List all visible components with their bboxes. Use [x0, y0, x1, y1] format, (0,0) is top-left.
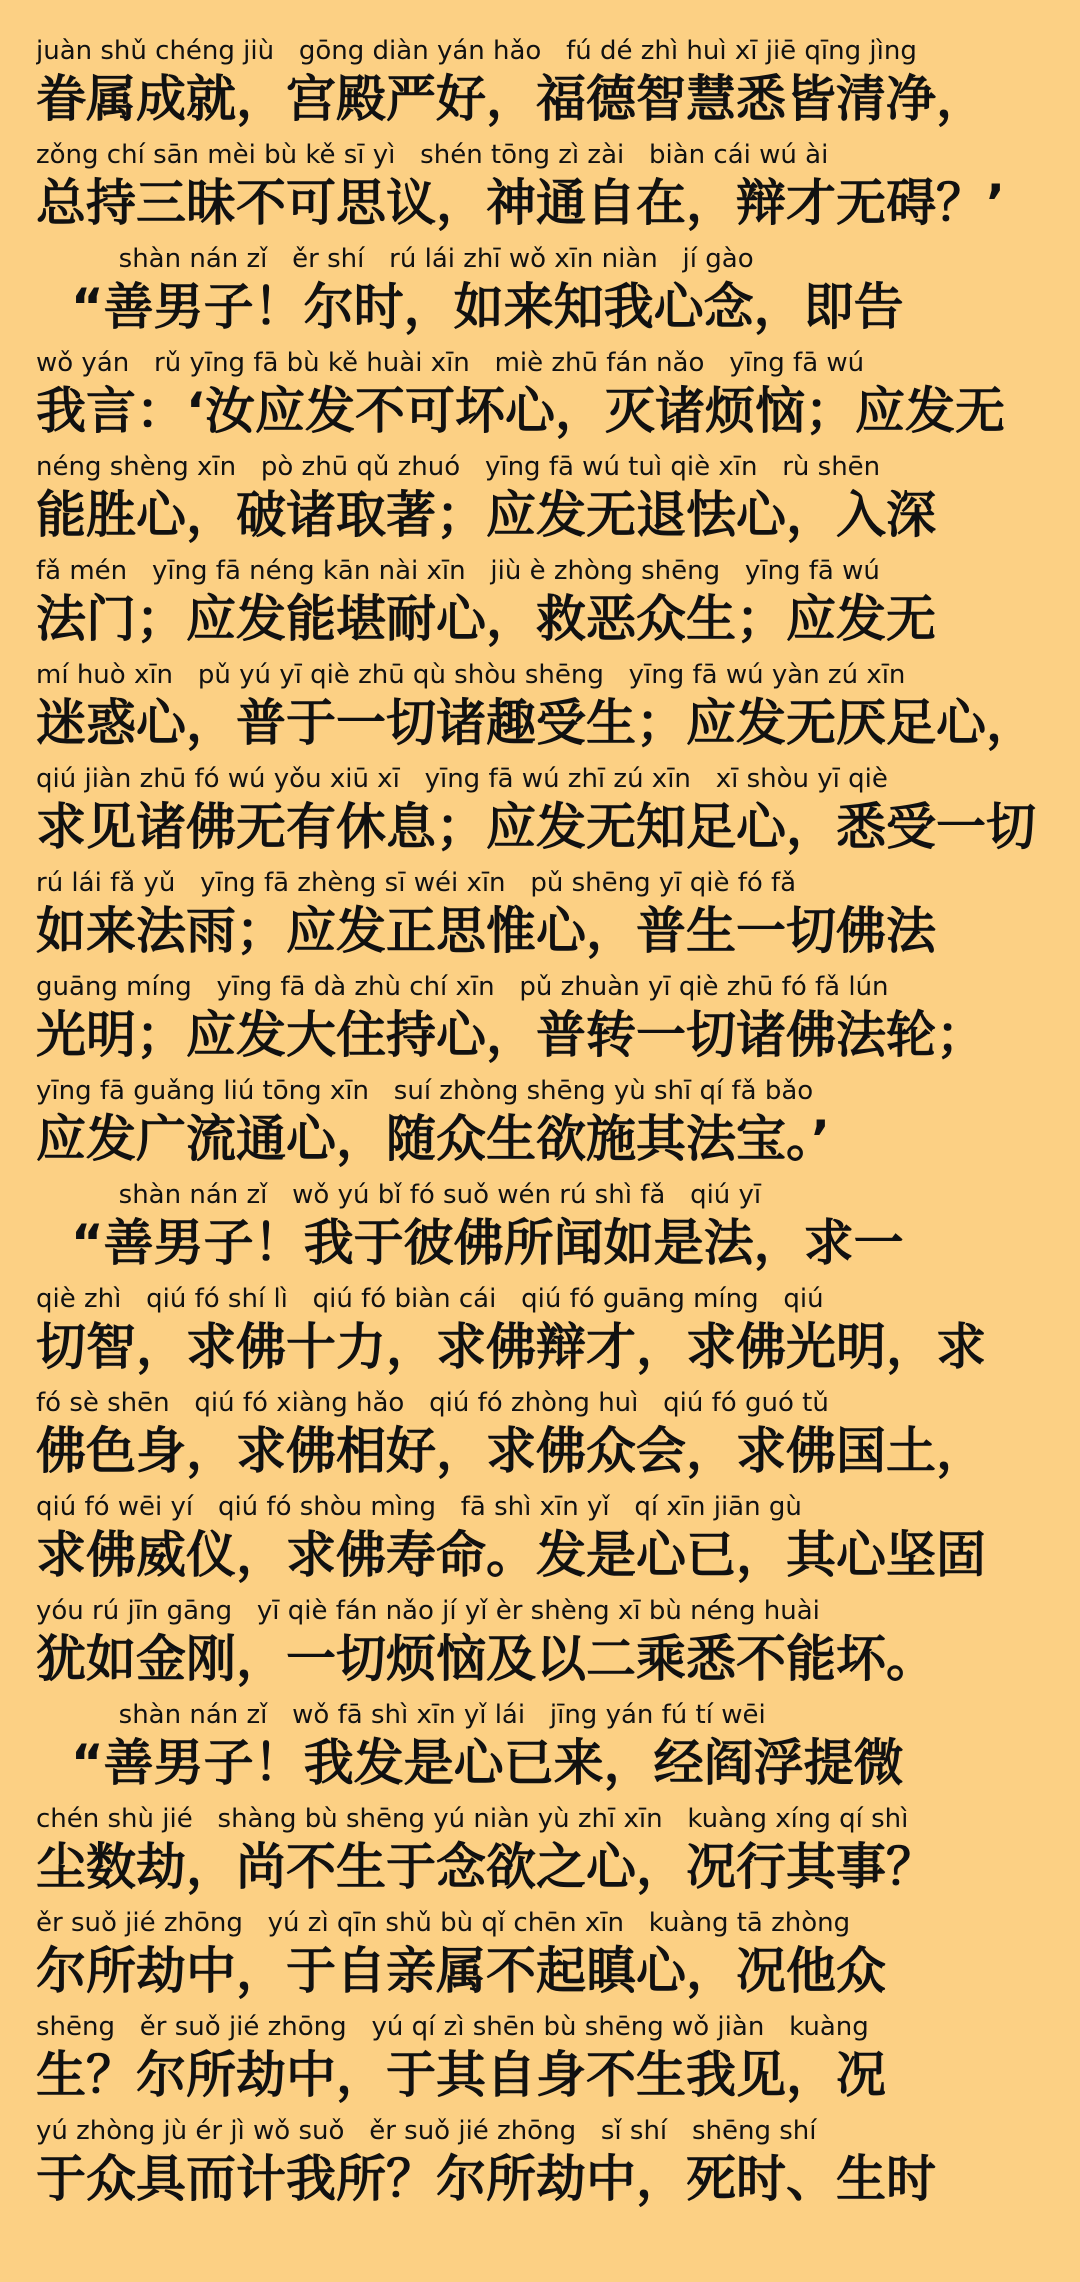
hanzi-line: 佛色身，求佛相好，求佛众会，求佛国土，	[36, 1422, 986, 1480]
pinyin-line: fó sè shēn qiú fó xiàng hǎo qiú fó zhòng huì qiú fó guó tǔ	[36, 1388, 829, 1418]
text-line	[36, 1802, 1044, 1906]
text-line	[36, 866, 1044, 970]
hanzi-line: “善男子！我于彼佛所闻如是法，求一	[36, 1214, 904, 1272]
hanzi-line: 能胜心，破诸取著；应发无退怯心，入深	[36, 486, 936, 544]
pinyin-line: yīng fā guǎng liú tōng xīn suí zhòng shēng yù shī qí fǎ bǎo	[36, 1076, 814, 1106]
pinyin-line: chén shù jié shàng bù shēng yú niàn yù zhī xīn kuàng xíng qí shì	[36, 1804, 909, 1834]
pinyin-line: qiú fó wēi yí qiú fó shòu mìng fā shì xīn yǐ qí xīn jiān gù	[36, 1492, 802, 1522]
pinyin-line: néng shèng xīn pò zhū qǔ zhuó yīng fā wú tuì qiè xīn rù shēn	[36, 452, 881, 482]
hanzi-line: 应发广流通心，随众生欲施其法宝。’	[36, 1110, 830, 1168]
text-line	[36, 1074, 1044, 1178]
pinyin-line: qiè zhì qiú fó shí lì qiú fó biàn cái qiú fó guāng míng qiú	[36, 1284, 824, 1314]
hanzi-line: 切智，求佛十力，求佛辩才，求佛光明，求	[36, 1318, 986, 1376]
pinyin-line: fǎ mén yīng fā néng kān nài xīn jiù è zhòng shēng yīng fā wú	[36, 556, 880, 586]
text-line	[36, 762, 1044, 866]
text-line	[36, 242, 1044, 346]
text-line	[36, 1490, 1044, 1594]
text-line	[36, 1906, 1044, 2010]
text-line	[36, 450, 1044, 554]
text-line	[36, 1178, 1044, 1282]
pinyin-line: wǒ yán rǔ yīng fā bù kě huài xīn miè zhū fán nǎo yīng fā wú	[36, 348, 865, 378]
pinyin-line: ěr suǒ jié zhōng yú zì qīn shǔ bù qǐ chēn xīn kuàng tā zhòng	[36, 1908, 851, 1938]
pinyin-line: rú lái fǎ yǔ yīng fā zhèng sī wéi xīn pǔ shēng yī qiè fó fǎ	[36, 868, 797, 898]
pinyin-line: shàn nán zǐ ěr shí rú lái zhī wǒ xīn niàn jí gào	[36, 244, 754, 274]
hanzi-line: 尔所劫中，于自亲属不起瞋心，况他众	[36, 1942, 886, 2000]
hanzi-line: 总持三昧不可思议，神通自在，辩才无碍？’	[36, 174, 1005, 232]
hanzi-line: 尘数劫，尚不生于念欲之心，况行其事？	[36, 1838, 936, 1896]
hanzi-line: 眷属成就，宫殿严好，福德智慧悉皆清净，	[36, 70, 986, 128]
pinyin-line: mí huò xīn pǔ yú yī qiè zhū qù shòu shēng yīng fā wú yàn zú xīn	[36, 660, 906, 690]
text-line	[36, 138, 1044, 242]
text-line	[36, 1282, 1044, 1386]
hanzi-line: 生？尔所劫中，于其自身不生我见，况	[36, 2046, 886, 2104]
text-line	[36, 346, 1044, 450]
hanzi-line: 求见诸佛无有休息；应发无知足心，悉受一切	[36, 798, 1036, 856]
text-line	[36, 1698, 1044, 1802]
hanzi-line: 光明；应发大住持心，普转一切诸佛法轮；	[36, 1006, 986, 1064]
pinyin-line: juàn shǔ chéng jiù gōng diàn yán hǎo fú dé zhì huì xī jiē qīng jìng	[36, 36, 917, 66]
hanzi-line: “善男子！我发是心已来，经阎浮提微	[36, 1734, 904, 1792]
hanzi-line: “善男子！尔时，如来知我心念，即告	[36, 278, 904, 336]
pinyin-line: yú zhòng jù ér jì wǒ suǒ ěr suǒ jié zhōng sǐ shí shēng shí	[36, 2116, 817, 2146]
pinyin-line: guāng míng yīng fā dà zhù chí xīn pǔ zhuàn yī qiè zhū fó fǎ lún	[36, 972, 889, 1002]
hanzi-line: 迷惑心，普于一切诸趣受生；应发无厌足心，	[36, 694, 1036, 752]
hanzi-line: 法门；应发能堪耐心，救恶众生；应发无	[36, 590, 936, 648]
hanzi-line: 我言：‘汝应发不可坏心，灭诸烦恼；应发无	[36, 382, 1005, 440]
pinyin-line: shēng ěr suǒ jié zhōng yú qí zì shēn bù shēng wǒ jiàn kuàng	[36, 2012, 869, 2042]
text-line	[36, 1386, 1044, 1490]
text-line	[36, 554, 1044, 658]
text-line	[36, 658, 1044, 762]
pinyin-line: shàn nán zǐ wǒ yú bǐ fó suǒ wén rú shì fǎ qiú yī	[36, 1180, 762, 1210]
pinyin-line: zǒng chí sān mèi bù kě sī yì shén tōng zì zài biàn cái wú ài	[36, 140, 829, 170]
text-line	[36, 2010, 1044, 2114]
hanzi-line: 于众具而计我所？尔所劫中，死时、生时	[36, 2150, 936, 2208]
text-line	[36, 34, 1044, 138]
hanzi-line: 犹如金刚，一切烦恼及以二乘悉不能坏。	[36, 1630, 936, 1688]
pinyin-line: yóu rú jīn gāng yī qiè fán nǎo jí yǐ èr shèng xī bù néng huài	[36, 1596, 820, 1626]
text-line	[36, 1594, 1044, 1698]
pinyin-line: shàn nán zǐ wǒ fā shì xīn yǐ lái jīng yán fú tí wēi	[36, 1700, 766, 1730]
hanzi-line: 如来法雨；应发正思惟心，普生一切佛法	[36, 902, 936, 960]
hanzi-line: 求佛威仪，求佛寿命。发是心已，其心坚固	[36, 1526, 986, 1584]
text-line	[36, 970, 1044, 1074]
text-line	[36, 2114, 1044, 2218]
pinyin-line: qiú jiàn zhū fó wú yǒu xiū xī yīng fā wú zhī zú xīn xī shòu yī qiè	[36, 764, 888, 794]
